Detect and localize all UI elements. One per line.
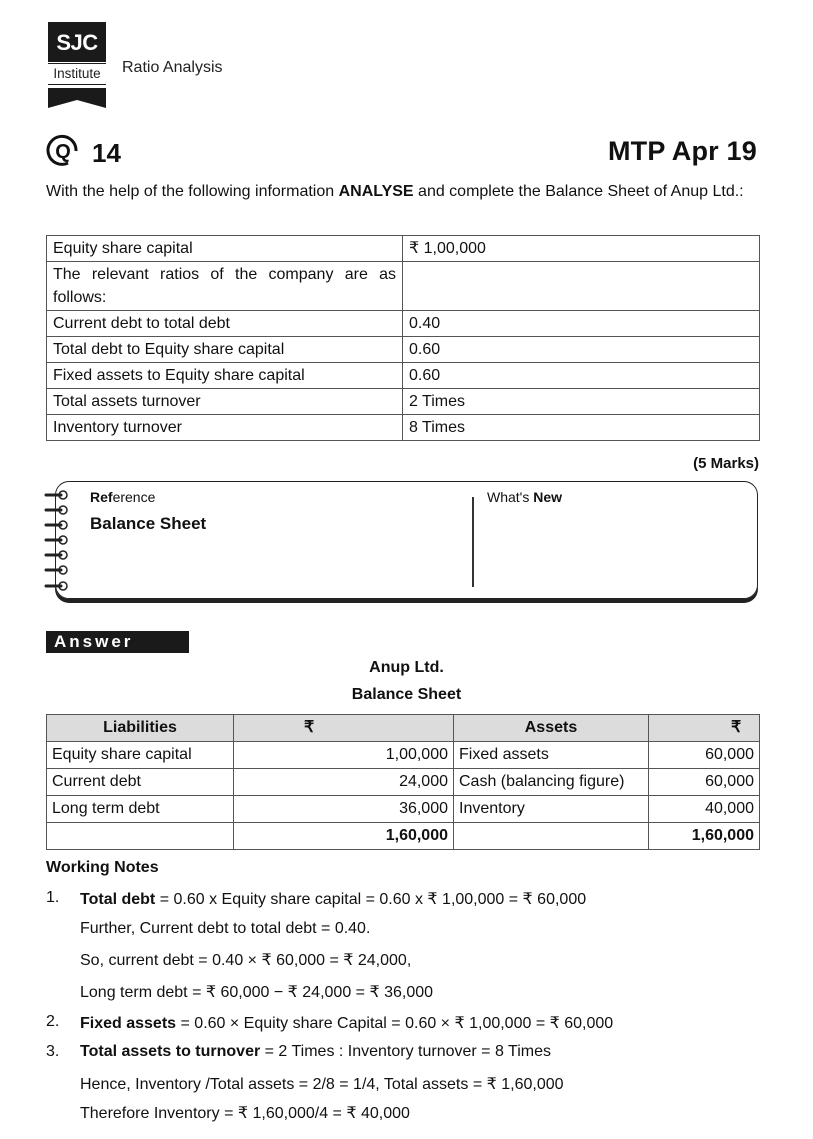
question-intro [46,181,762,203]
info-label: Total debt to Equity share capital [47,337,403,363]
table-row [47,796,760,823]
whats-new-label [487,489,562,505]
note-bold: Total assets to turnover [80,1043,261,1060]
info-label: Inventory turnover [47,415,403,441]
note-bold: Fixed assets [80,1015,177,1032]
asset-amount: 60,000 [649,742,760,769]
table-total-row [47,823,760,850]
reference-label-rest: erence [112,489,156,505]
intro-text-bold: ANALYSE [338,183,414,200]
table-row [47,262,760,311]
info-value: ₹ 1,00,000 [403,236,760,262]
info-value: 2 Times [403,389,760,415]
notebook-rings-icon [44,489,72,593]
logo-text-sjc: SJC [48,22,106,62]
marks-label: (5 Marks) [693,455,759,472]
balance-sheet-company: Anup Ltd. [369,659,444,676]
header-liabilities: Liabilities [47,715,234,742]
liability-name: Current debt [47,769,234,796]
info-label: Fixed assets to Equity share capital [47,363,403,389]
asset-name: Fixed assets [454,742,649,769]
liability-name: Long term debt [47,796,234,823]
chapter-title: Ratio Analysis [122,59,223,76]
reference-label-bold: Ref [90,489,113,505]
header-rupee: ₹ [649,715,760,742]
note-line [80,920,370,938]
total-blank [47,823,234,850]
note-text: Hence, Inventory /Total assets = 2/8 = 1/4, Total assets = ₹ 1,60,000 [80,1076,564,1093]
note-text: = 0.60 x Equity share capital = 0.60 x ₹ 1,00,000 = ₹ 60,000 [155,891,587,908]
question-source: MTP Apr 19 [607,136,757,166]
liability-amount: 1,00,000 [234,742,454,769]
note-number: 3. [46,1043,60,1060]
total-blank [454,823,649,850]
whats-new-bold: New [533,489,563,505]
table-row [47,311,760,337]
note-line [80,1043,551,1061]
whats-new-normal: What's [487,489,534,505]
info-value: 0.40 [403,311,760,337]
intro-text-before: With the help of the following information [46,183,339,200]
table-row [47,415,760,441]
question-number: 14 [92,138,121,168]
assets-total: 1,60,000 [649,823,760,850]
sjc-institute-logo [48,22,106,108]
note-text: = 0.60 × Equity share Capital = 0.60 × ₹ 1,00,000 = ₹ 60,000 [176,1015,614,1032]
reference-title: Balance Sheet [90,514,207,533]
asset-name: Cash (balancing figure) [454,769,649,796]
info-value: 0.60 [403,337,760,363]
liability-amount: 36,000 [234,796,454,823]
table-row [47,389,760,415]
note-text: Long term debt = ₹ 60,000 − ₹ 24,000 = ₹ 36,000 [80,984,434,1001]
answer-heading: Answer [46,631,189,653]
reference-label [90,489,155,505]
note-line [80,1103,410,1123]
note-text: Therefore Inventory = ₹ 1,60,000/4 = ₹ 40,000 [80,1105,410,1122]
note-line [80,1013,613,1033]
asset-amount: 60,000 [649,769,760,796]
asset-name: Inventory [454,796,649,823]
table-row [47,363,760,389]
svg-text:Q: Q [55,141,71,163]
intro-text-after: and complete the Balance Sheet of Anup Ltd.: [413,183,744,200]
header-assets: Assets [454,715,649,742]
balance-sheet-table [46,714,760,850]
logo-text-institute: Institute [48,63,106,85]
info-value: 8 Times [403,415,760,441]
info-value [403,262,760,311]
note-number: 1. [46,889,60,906]
note-text: = 2 Times : Inventory turnover = 8 Times [260,1043,551,1060]
info-label: The relevant ratios of the company are as follows: [47,262,403,311]
given-information-table [46,235,760,441]
liability-amount: 24,000 [234,769,454,796]
info-value: 0.60 [403,363,760,389]
table-row [47,742,760,769]
table-row [47,337,760,363]
table-row [47,236,760,262]
note-line [80,1074,564,1094]
note-line [80,982,433,1002]
note-line [80,950,411,970]
note-number: 2. [46,1013,60,1030]
reference-box [55,481,758,599]
table-header-row [47,715,760,742]
asset-amount: 40,000 [649,796,760,823]
question-q-icon [46,134,84,168]
balance-sheet-title: Balance Sheet [351,686,462,703]
table-row [47,769,760,796]
info-label: Total assets turnover [47,389,403,415]
liabilities-total: 1,60,000 [234,823,454,850]
header-rupee: ₹ [234,715,454,742]
liability-name: Equity share capital [47,742,234,769]
note-line [80,889,586,909]
note-text: So, current debt = 0.40 × ₹ 60,000 = ₹ 24,000, [80,952,412,969]
info-label: Current debt to total debt [47,311,403,337]
logo-ribbon-icon [48,88,106,108]
reference-divider [472,497,474,587]
working-notes-title: Working Notes [46,859,159,876]
note-text: Further, Current debt to total debt = 0.40. [80,920,371,937]
note-bold: Total debt [80,891,156,908]
info-label: Equity share capital [47,236,403,262]
